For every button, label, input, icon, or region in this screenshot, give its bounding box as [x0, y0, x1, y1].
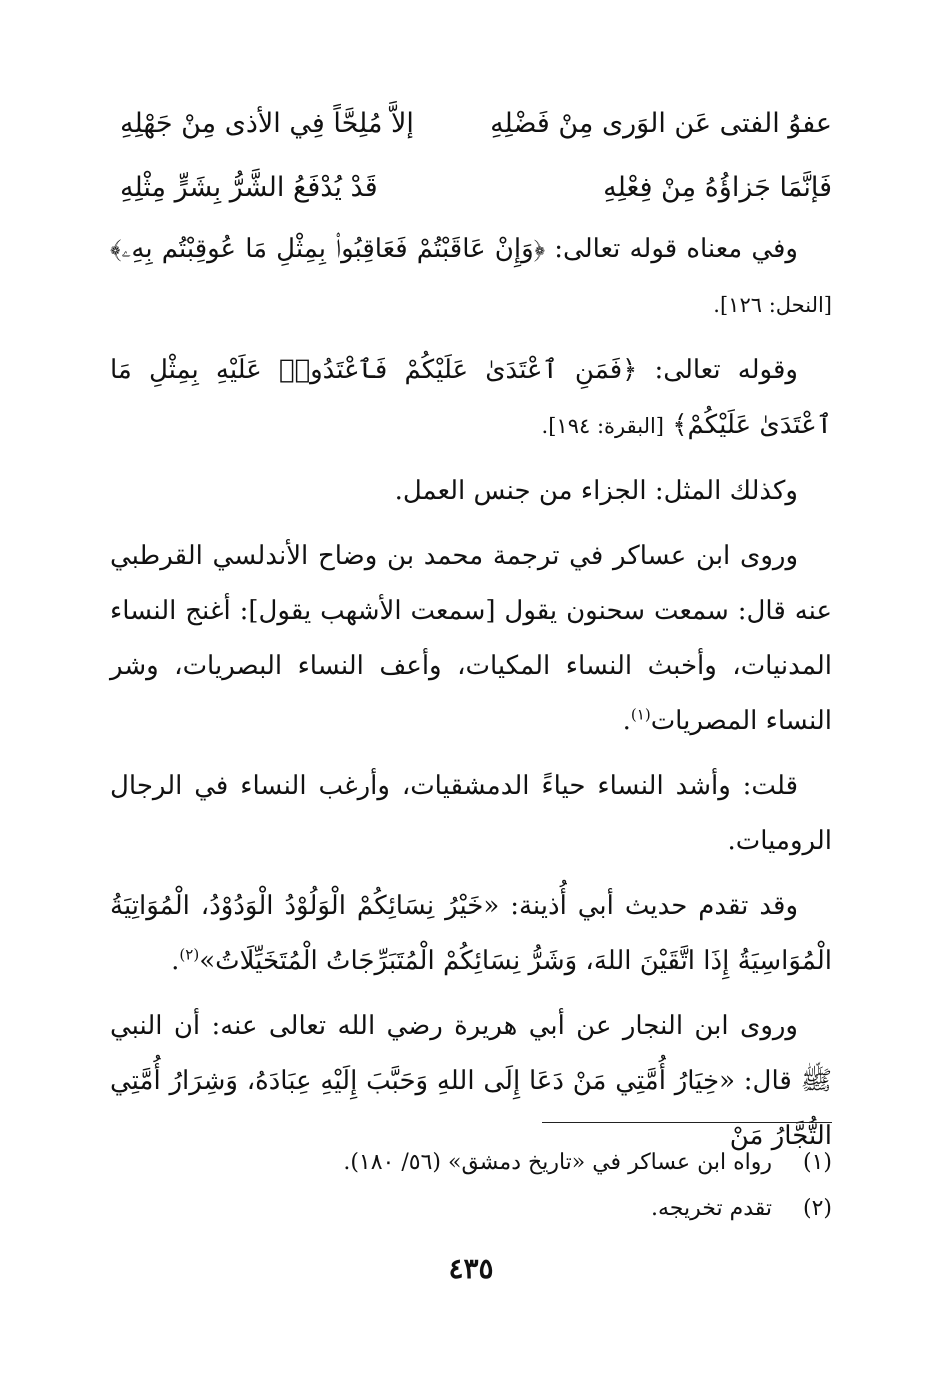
paragraph: وكذلك المثل: الجزاء من جنس العمل. [394, 476, 798, 506]
footnote-number: (١) [802, 1150, 832, 1175]
poem [120, 92, 832, 220]
paragraph [110, 343, 832, 454]
verse-reference: [النحل: ١٢٦]. [713, 293, 832, 317]
verse-hemistich-left: إلاَّ مُلِحَّاً فِي الأذى مِنْ جَهْلِهِ [120, 108, 414, 139]
paragraph-text: وقد تقدم حديث أبي أُذينة: «خَيْرُ نِسَائِكُمْ الْوَلُوْدُ الْوَدُوْدُ، الْمُوَاتِيَةُ الْمُوَاسِيَةُ إِذَا اتَّقَيْنَ اللهَ، وَشَرُّ نِسَائِكُمْ الْمُتَبَرِّجَاتُ الْمُتَخَيِّلَاتُ» [110, 891, 832, 976]
footnote-number: (٢) [802, 1196, 832, 1221]
poem-verse [120, 156, 832, 220]
footnote-divider [542, 1122, 832, 1123]
quran-verse: ﴿وَإِنْ عَاقَبْتُمْ فَعَاقِبُوا۟ بِمِثْلِ مَا عُوقِبْتُم بِهِۦ﴾ [110, 234, 546, 264]
poem-verse [120, 92, 832, 156]
paragraph-text: وروى ابن عساكر في ترجمة محمد بن وضاح الأندلسي القرطبي عنه قال: سمعت سحنون يقول [سمعت الأشهب يقول]: أغنج النساء المدنيات، وأخبث النساء المكيات، وأعف النساء البصريات، وشر النساء المصريات [110, 541, 832, 736]
paragraph [110, 222, 832, 333]
footnote-marker[interactable]: (١) [630, 705, 651, 724]
paragraph [110, 879, 832, 989]
verse-hemistich-left: قَدْ يُدْفَعُ الشَّرُّ بِشَرٍّ مِثْلِهِ [120, 172, 378, 203]
main-text [110, 222, 832, 1174]
verse-reference: [البقرة: ١٩٤]. [541, 414, 664, 438]
footnote-marker[interactable]: (٢) [179, 945, 200, 964]
paragraph [110, 529, 832, 749]
footnote [110, 1186, 832, 1232]
paragraph: وروى ابن النجار عن أبي هريرة رضي الله تعالى عنه: أن النبي ﷺ قال: «خِيَارُ أُمَّتِي مَنْ دَعَا إِلَى اللهِ وَحَبَّبَ إِلَيْهِ عِبَادَهُ، وَشِرَارُ أُمَّتِي التُّجَّارُ مَنْ [110, 1011, 832, 1151]
paragraph-end: . [622, 706, 631, 736]
verse-hemistich-right: فَإنَّمَا جَزاؤُهُ مِنْ فِعْلِهِ [603, 172, 832, 203]
page-number: ٤٣٥ [448, 1252, 494, 1285]
footnote-text: تقدم تخريجه. [651, 1196, 772, 1221]
paragraph-end: . [171, 946, 180, 976]
verse-hemistich-right: عفوُ الفتى عَن الوَرى مِنْ فَضْلِهِ [490, 108, 832, 139]
quran-verse: ﴿فَمَنِ ٱعْتَدَىٰ عَلَيْكُمْ فَٱعْتَدُوا۟ عَلَيْهِ بِمِثْلِ مَا ٱعْتَدَىٰ عَلَيْكُمْ﴾ [110, 355, 832, 440]
footnote [110, 1140, 832, 1186]
paragraph: قلت: وأشد النساء حياءً الدمشقيات، وأرغب النساء في الرجال الروميات. [110, 771, 832, 856]
paragraph-text: وقوله تعالى: [637, 355, 798, 385]
footnote-text: رواه ابن عساكر في «تاريخ دمشق» (٥٦/ ١٨٠). [343, 1150, 772, 1175]
footnotes [110, 1140, 832, 1232]
paragraph-text: وفي معناه قوله تعالى: [545, 234, 798, 264]
